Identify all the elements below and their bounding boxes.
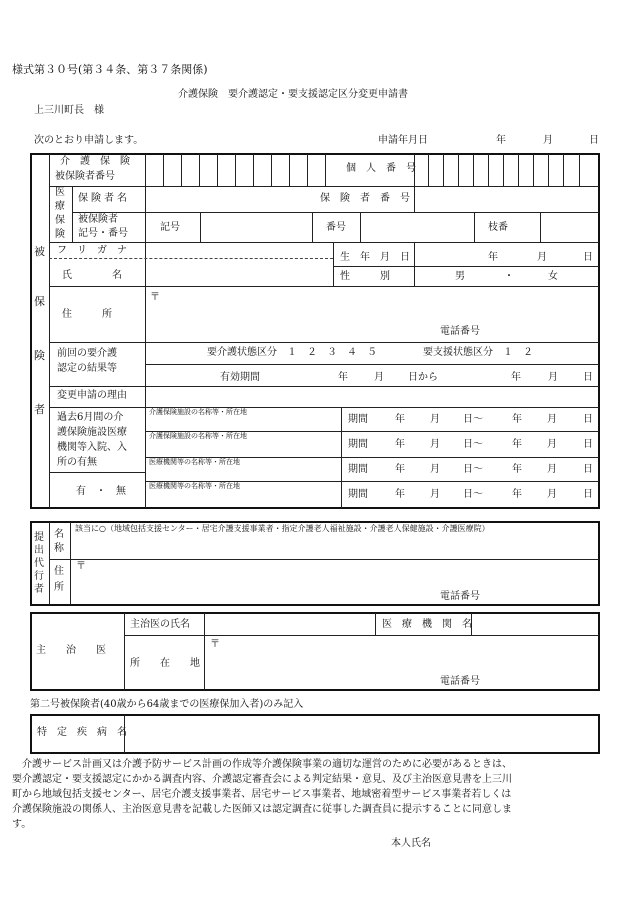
furigana-label: フ リ ガ ナ	[57, 245, 127, 256]
validity-month-2: 月	[548, 372, 558, 383]
period-month-to: 月	[547, 439, 557, 450]
period-year-to: 年	[512, 439, 522, 450]
validity-year: 年	[338, 372, 348, 383]
validity-label: 有効期間	[220, 372, 260, 383]
consent-line: す。	[12, 819, 32, 830]
change-reason-field[interactable]	[146, 387, 598, 406]
period-day-to: 日	[583, 439, 593, 450]
period-day-from: 日～	[463, 489, 483, 500]
consent-line: 介護サービス計画又は介護予防サービス計画の作成等介護保険事業の適切な運営のために必要があるときは、	[12, 759, 512, 770]
period-month-to: 月	[547, 414, 557, 425]
agent-side-4: 行	[34, 571, 44, 582]
period-day-from: 日～	[463, 439, 483, 450]
period-year: 年	[395, 489, 405, 500]
validity-year-2: 年	[511, 372, 521, 383]
support-level-options[interactable]: 要支援状態区分 １ ２	[423, 347, 533, 358]
facility-name-label: 医療機関等の名称等・所在地	[149, 482, 240, 490]
signature-field[interactable]	[440, 836, 600, 852]
period-month-to: 月	[547, 464, 557, 475]
sex-label: 性 別	[340, 271, 390, 282]
form-title: 介護保険 要介護認定・要支援認定区分変更申請書	[178, 89, 408, 100]
agent-name-field[interactable]	[72, 537, 598, 558]
insurer-number-label: 保 険 者 番 号	[320, 193, 410, 204]
validity-day-2: 日	[583, 372, 593, 383]
doctor-side-label: 主 治 医	[36, 645, 106, 656]
history-yes-no[interactable]: 有 ・ 無	[76, 486, 126, 497]
history-label-4: 所の有無	[57, 457, 97, 468]
sex-female-option[interactable]: 女	[548, 271, 558, 282]
facility-name-label: 医療機関等の名称等・所在地	[149, 458, 240, 466]
period-year-to: 年	[512, 414, 522, 425]
doctor-address-field[interactable]	[222, 637, 598, 673]
name-field[interactable]	[146, 260, 332, 285]
side-label-ken: 険	[34, 349, 45, 362]
date-day: 日	[589, 135, 599, 146]
period-month: 月	[430, 464, 440, 475]
doctor-name-field[interactable]	[205, 614, 374, 634]
number-label: 番号	[326, 222, 346, 233]
disease-label: 特 定 疾 病 名	[37, 727, 127, 738]
form-number: 様式第３０号(第３４条、第３７条関係)	[12, 63, 208, 76]
agent-address-label-1: 住	[54, 566, 64, 577]
date-month: 月	[543, 135, 553, 146]
period-day-to: 日	[583, 489, 593, 500]
period-day-to: 日	[583, 464, 593, 475]
period-year: 年	[395, 464, 405, 475]
address-field[interactable]	[162, 288, 598, 324]
agent-side-3: 代	[34, 558, 44, 569]
period-year: 年	[395, 439, 405, 450]
period-year-to: 年	[512, 489, 522, 500]
birthdate-field[interactable]	[415, 243, 598, 265]
address-label: 住 所	[62, 309, 112, 320]
history-label-1: 過去6月間の介	[57, 412, 124, 423]
facility-name-label: 介護保険施設の名称等・所在地	[149, 432, 247, 440]
address-postal-mark: 〒	[150, 292, 160, 303]
period-label: 期間	[348, 489, 368, 500]
agent-name-label-2: 称	[54, 543, 64, 554]
birth-day: 日	[583, 252, 593, 263]
validity-month: 月	[374, 372, 384, 383]
signature-label: 本人氏名	[391, 838, 431, 849]
personal-number-label: 個 人 番 号	[346, 163, 416, 174]
insured-number-label-2: 被保険者番号	[55, 171, 115, 182]
doctor-postal-mark: 〒	[210, 639, 220, 650]
branch-field[interactable]	[541, 213, 598, 241]
agent-address-label-2: 所	[54, 582, 64, 593]
period-year: 年	[395, 414, 405, 425]
previous-result-label-2: 認定の結果等	[57, 363, 117, 374]
medical-vertical-2: 療	[55, 201, 65, 212]
period-label: 期間	[348, 414, 368, 425]
insurer-name-label: 保険者名	[78, 193, 130, 204]
validity-from: 日から	[408, 372, 438, 383]
period-day-to: 日	[583, 414, 593, 425]
intro-text: 次のとおり申請します。	[34, 135, 144, 146]
agent-side-1: 提	[34, 532, 44, 543]
period-year-to: 年	[512, 464, 522, 475]
furigana-field[interactable]	[146, 243, 332, 257]
insured-symbol-label-1: 被保険者	[78, 214, 118, 225]
agent-side-5: 者	[34, 584, 44, 595]
insurer-name-field[interactable]	[146, 187, 312, 211]
doctor-address-label: 所 在 地	[130, 658, 200, 669]
medical-vertical-1: 医	[55, 187, 65, 198]
date-year: 年	[496, 135, 506, 146]
period-day-from: 日～	[463, 414, 483, 425]
consent-line: 要介護認定・要支援認定にかかる調査内容、介護認定審査会による判定結果・意見、及び主治医意見書を上三川	[12, 774, 512, 785]
period-month: 月	[430, 414, 440, 425]
period-month: 月	[430, 439, 440, 450]
insured-number-label-1: 介 護 保 険	[60, 156, 130, 167]
agent-phone-label: 電話番号	[440, 591, 480, 602]
institution-label: 医 療 機 関 名	[382, 619, 472, 630]
symbol-label: 記号	[160, 222, 180, 233]
care-level-options[interactable]: 要介護状態区分 １ ２ ３ ４ ５	[207, 347, 377, 358]
doctor-name-label: 主治医の氏名	[130, 619, 190, 630]
consent-line: 介護保険施設の関係人、主治医意見書を記載した医師又は認定調査に従事した調査員に提示することに同意しま	[12, 804, 512, 815]
insurer-number-field[interactable]	[415, 187, 598, 211]
number-field[interactable]	[361, 213, 473, 241]
secondary-note: 第二号被保険者(40歳から64歳までの医療保加入者)のみ記入	[30, 699, 304, 710]
application-date-label: 申請年月日	[378, 135, 428, 146]
period-label: 期間	[348, 464, 368, 475]
disease-field[interactable]	[125, 716, 598, 752]
institution-field[interactable]	[472, 614, 598, 634]
sex-male-option[interactable]: 男	[455, 271, 465, 282]
agent-name-label-1: 名	[54, 529, 64, 540]
addressee: 上三川町長 様	[34, 105, 104, 116]
agent-applicable-note[interactable]: 該当に○（地域包括支援センター・居宅介護支援事業者・指定介護老人福祉施設・介護老人保健施設・介護医療院）	[75, 524, 490, 533]
birth-month: 月	[537, 252, 547, 263]
period-month: 月	[430, 489, 440, 500]
facility-name-label: 介護保険施設の名称等・所在地	[149, 408, 247, 416]
name-label: 氏 名	[62, 270, 122, 281]
agent-side-2: 出	[34, 545, 44, 556]
period-day-from: 日～	[463, 464, 483, 475]
address-phone-label: 電話番号	[440, 326, 480, 337]
symbol-field[interactable]	[201, 213, 311, 241]
consent-line: 町から地域包括支援センター、居宅介護支援事業者、居宅サービス事業者、地域密着型サービス事業者若しくは	[12, 789, 512, 800]
branch-label: 枝番	[488, 222, 508, 233]
medical-vertical-4: 険	[55, 229, 65, 240]
agent-postal-mark: 〒	[76, 561, 86, 572]
change-reason-label: 変更申請の理由	[57, 390, 127, 401]
medical-vertical-3: 保	[55, 215, 65, 226]
insured-symbol-label-2: 記号・番号	[78, 228, 128, 239]
period-month-to: 月	[547, 489, 557, 500]
doctor-phone-label: 電話番号	[440, 676, 480, 687]
period-label: 期間	[348, 439, 368, 450]
sex-separator: ・	[504, 271, 514, 282]
side-label-sha: 者	[34, 403, 45, 416]
previous-result-label-1: 前回の要介護	[57, 348, 117, 359]
birth-year: 年	[488, 252, 498, 263]
agent-address-field[interactable]	[88, 561, 598, 587]
history-label-3: 機関等入院、入	[57, 442, 127, 453]
history-label-2: 護保険施設医療	[57, 427, 127, 438]
side-label-ho: 保	[34, 295, 45, 308]
birthdate-label: 生 年 月 日	[340, 252, 410, 263]
side-label-hi: 被	[34, 245, 45, 258]
